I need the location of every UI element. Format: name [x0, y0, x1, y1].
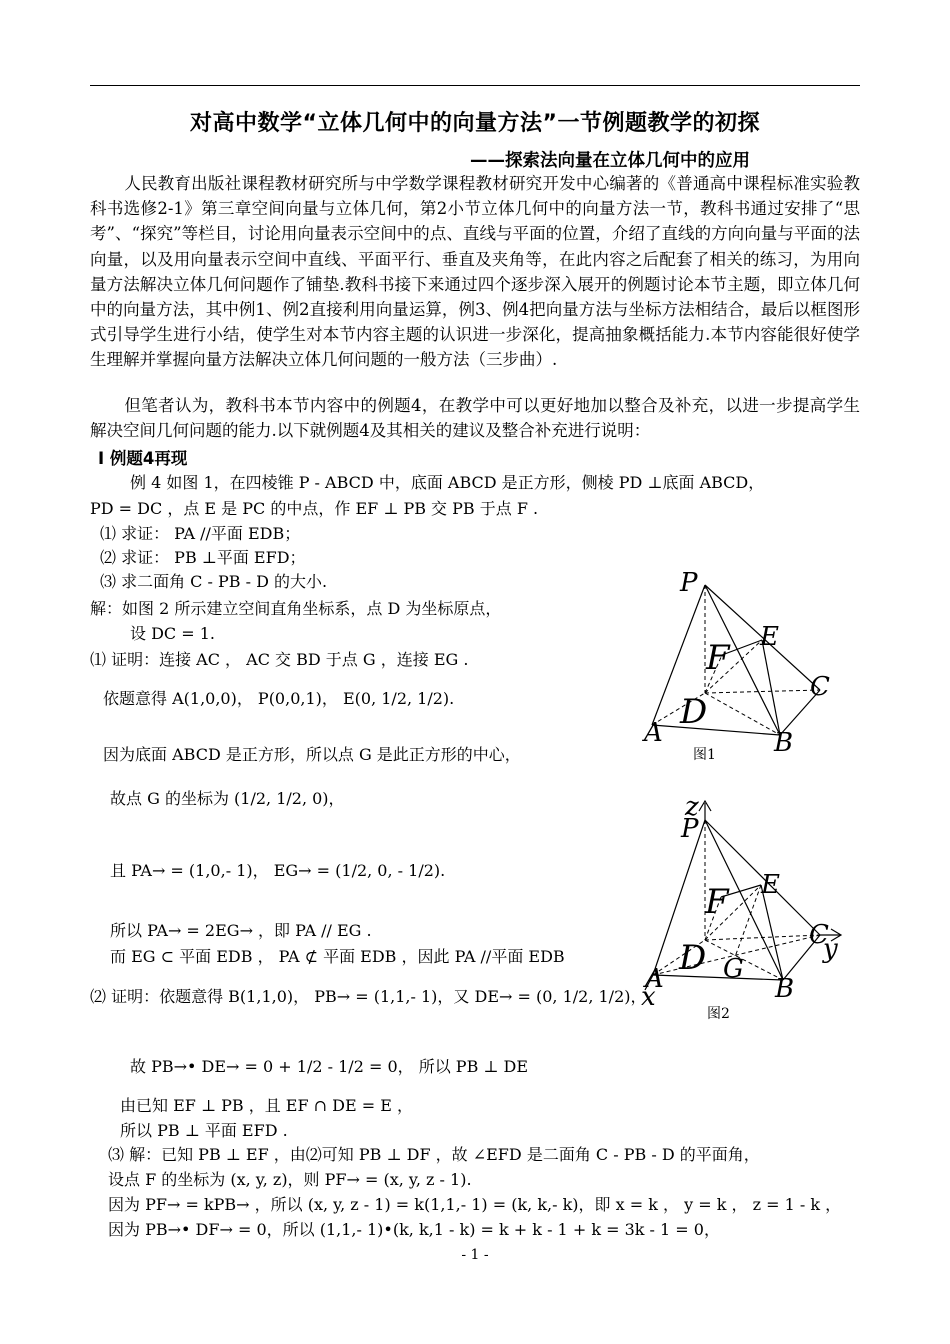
proof1-line-2: 依题意得 A(1,0,0)， P(0,0,1)， E(0, 1/2, 1/2).: [103, 689, 455, 708]
question-2: ⑵ 求证： PB ⊥平面 EFD；: [100, 548, 306, 567]
intro-paragraph: [90, 171, 860, 373]
label-b: B: [774, 728, 794, 758]
top-rule: [90, 85, 860, 86]
label-y: y: [823, 934, 838, 964]
label-f: F: [706, 638, 730, 678]
proof1-line-3: 因为底面 ABCD 是正方形，所以点 G 是此正方形的中心，: [103, 745, 521, 764]
label-a: A: [644, 718, 663, 748]
label-e: E: [760, 622, 779, 652]
proof1-line-4: 故点 G 的坐标为 (1/2, 1/2, 0)，: [110, 789, 345, 808]
edge-db-hidden: [705, 693, 780, 735]
label-d: D: [680, 692, 708, 732]
label-g: G: [723, 954, 744, 984]
figure-1-caption: 图1: [693, 747, 716, 763]
opinion-text: 但笔者认为，教科书本节内容中的例题4，在教学中可以更好地加以整合及补充，以进一步提高学生解决空间几何问题的能力.以下就例题4及其相关的建议及整合补充进行说明：: [90, 396, 860, 441]
figure-2-coordinate-pyramid: [635, 785, 855, 1010]
proof2-line-1: ⑵ 证明：依题意得 B(1,1,0)， PB→ = (1,1,- 1)，又 DE→ = (0, 1/2, 1/2)，: [90, 987, 647, 1006]
question-1: ⑴ 求证： PA //平面 EDB；: [100, 524, 301, 543]
figure-2-caption: 图2: [707, 1006, 730, 1022]
solve3-line-2: 设点 F 的坐标为 (x, y, z)，则 PF→ = (x, y, z - 1).: [108, 1170, 472, 1189]
solve3-line-1: ⑶ 解：已知 PB ⊥ EF ，由⑵可知 PB ⊥ DF ，故 ∠EFD 是二面角 C - PB - D 的平面角，: [108, 1145, 760, 1164]
solve3-line-4: 因为 PB→• DF→ = 0，所以 (1,1,- 1)•(k, k,1 - k) = k + k - 1 + k = 3k - 1 = 0，: [108, 1220, 720, 1239]
page-number: - 1 -: [461, 1247, 489, 1263]
label-c: C: [810, 672, 830, 702]
segment-eb: [762, 640, 780, 735]
edge-dc-hidden: [705, 690, 820, 693]
question-3: ⑶ 求二面角 C - PB - D 的大小.: [100, 572, 328, 591]
solve3-line-3: 因为 PF→ = kPB→ ，所以 (x, y, z - 1) = k(1,1,- 1) = (k, k,- k)，即 x = k ， y = k ， z = 1 - k ，: [108, 1195, 842, 1214]
label-p: P: [681, 814, 699, 844]
label-p: P: [680, 568, 698, 598]
segment-eg-hidden: [735, 885, 761, 957]
proof1-line-6: 所以 PA→ = 2EG→ ，即 PA // EG .: [110, 921, 372, 940]
proof2-line-4: 所以 PB ⊥ 平面 EFD .: [120, 1121, 288, 1140]
section-heading: Ⅰ 例题4再现: [98, 449, 188, 468]
label-c: C: [809, 920, 829, 950]
proof2-line-2: 故 PB→• DE→ = 0 + 1/2 - 1/2 = 0， 所以 PB ⊥ DE: [130, 1057, 529, 1076]
proof1-line-5: 且 PA→ = (1,0,- 1)， EG→ = (1/2, 0, - 1/2).: [110, 861, 446, 880]
solution-line-1: 解：如图 2 所示建立空间直角坐标系，点 D 为坐标原点，: [90, 599, 502, 618]
solution-line-2: 设 DC = 1.: [130, 624, 216, 643]
page-subtitle: ——探索法向量在立体几何中的应用: [470, 151, 750, 171]
label-d: D: [679, 938, 707, 978]
opinion-paragraph: [90, 393, 860, 443]
label-e: E: [761, 870, 780, 900]
label-a: A: [645, 964, 664, 994]
proof1-line-1: ⑴ 证明：连接 AC ， AC 交 BD 于点 G ，连接 EG .: [90, 650, 469, 669]
proof2-line-3: 由已知 EF ⊥ PB ，且 EF ∩ DE = E ，: [120, 1096, 413, 1115]
intro-text: 人民教育出版社课程教材研究所与中学数学课程教材研究开发中心编著的《普通高中课程标准实验教科书选修2-1》第三章空间向量与立体几何，第2小节立体几何中的向量方法一节，教科书通过安排了“思考”、“探究”等栏目，讨论用向量表示空间中的点、直线与平面的位置，介绍了直线的方向向量与平面的法向量，以及用向量表示空间中直线、平面平行、垂直及夹角等，在此内容之后配套了相关的练习，为用向量方法解决立体几何问题作了铺垫.教科书接下来通过四个逐步深入展开的例题讨论本节主题，即立体几何中的向量方法，其中例1、例2直接利用向量运算，例3、例4把向量方法与坐标方法相结合，最后以框图形式引导学生进行小结，使学生对本节内容主题的认识进一步深化，提高抽象概括能力.本节内容能很好使学生理解并掌握向量方法解决立体几何问题的一般方法（三步曲）.: [90, 174, 860, 370]
label-b: B: [775, 974, 795, 1004]
page-title: 对高中数学“立体几何中的向量方法”一节例题教学的初探: [190, 111, 760, 136]
example-line-1: 例 4 如图 1，在四棱锥 P - ABCD 中，底面 ABCD 是正方形，侧棱 PD ⊥底面 ABCD，: [130, 473, 765, 492]
example-line-2: PD = DC ，点 E 是 PC 的中点，作 EF ⊥ PB 交 PB 于点 F .: [90, 499, 539, 518]
figure-1-pyramid: [640, 565, 850, 765]
label-f: F: [705, 882, 729, 922]
proof1-line-7: 而 EG ⊂ 平面 EDB ， PA ⊄ 平面 EDB ，因此 PA //平面 EDB: [110, 947, 565, 966]
edge-ab: [652, 725, 780, 735]
label-z: z: [685, 792, 699, 822]
label-x: x: [641, 982, 656, 1010]
edge-ab: [653, 975, 783, 980]
